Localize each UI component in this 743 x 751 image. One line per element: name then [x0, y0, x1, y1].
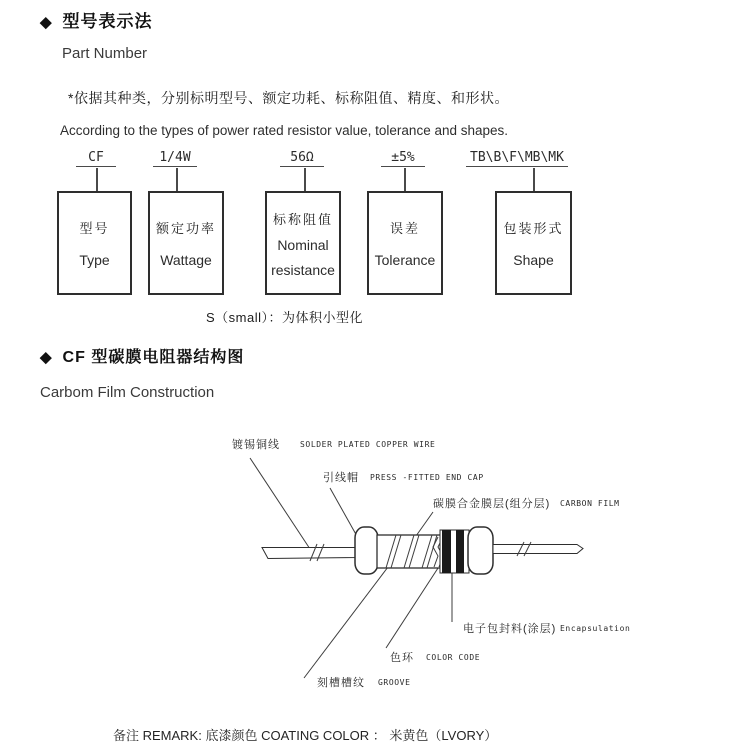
connector-line	[533, 168, 535, 191]
diamond-bullet-icon: ◆	[40, 14, 53, 31]
leader-groove	[304, 567, 388, 678]
callout-end-cap-cn: 引线帽	[323, 472, 359, 484]
field-label-en: Tolerance	[374, 252, 436, 268]
code-label-tolerance: ±5%	[381, 150, 425, 167]
connector-line	[404, 168, 406, 191]
connector-line	[96, 168, 98, 191]
field-box-tolerance	[367, 191, 443, 295]
diamond-bullet-icon: ◆	[40, 349, 53, 366]
callout-encapsulation-en: Encapsulation	[560, 624, 631, 633]
color-band	[442, 530, 451, 573]
field-label-en: resistance	[271, 261, 335, 278]
callout-encapsulation-cn: 电子包封料(涂层)	[463, 623, 557, 635]
callout-end-cap-en: PRESS -FITTED END CAP	[370, 473, 484, 482]
section2-subheading: Carbom Film Construction	[40, 384, 215, 401]
field-box-type	[57, 191, 132, 295]
field-label-en: Shape	[513, 252, 554, 268]
section2-heading	[40, 344, 244, 367]
field-box-wattage	[148, 191, 224, 295]
small-size-footnote: S（small）：为体积小型化	[206, 310, 364, 325]
leader-color-code	[386, 565, 440, 648]
callout-copper-wire-en: SOLDER PLATED COPPER WIRE	[300, 440, 436, 449]
right-end-cap	[468, 527, 493, 574]
field-box-resistance	[265, 191, 341, 295]
section1-heading	[40, 7, 153, 32]
section1-subheading: Part Number	[62, 45, 148, 62]
right-lead-wire	[493, 545, 583, 554]
connector-line	[304, 168, 306, 191]
code-label-type: CF	[76, 150, 116, 167]
connector-line	[176, 168, 178, 191]
callout-copper-wire-cn: 镀锡铜线	[232, 439, 280, 451]
code-label-shape: TB\B\F\MB\MK	[466, 150, 568, 167]
left-lead-wire	[262, 548, 357, 559]
code-label-resistance: 56Ω	[280, 150, 324, 167]
note-en: According to the types of power rated resistor value, tolerance and shapes.	[60, 123, 509, 138]
field-label-en: Wattage	[160, 252, 212, 268]
remark-line: 备注 REMARK: 底漆颜色 COATING COLOR ： 米黄色（LVORY）	[113, 728, 498, 743]
leader-carbon-film	[416, 512, 433, 536]
color-band	[456, 530, 464, 573]
resistor-drawing	[262, 527, 583, 574]
field-label-cn: 额定功率	[155, 221, 216, 236]
callout-color-code-cn: 色环	[390, 652, 414, 664]
section1-heading-text: 型号表示法	[62, 12, 153, 31]
field-label-en: Type	[79, 252, 110, 268]
field-label-cn: 标称阻值	[272, 211, 333, 227]
left-end-cap	[355, 527, 378, 574]
leader-copper-wire	[250, 458, 312, 552]
callout-carbon-film-cn: 碳膜合金膜层(组分层)	[433, 498, 551, 510]
callout-groove-cn: 刻槽槽纹	[317, 677, 365, 689]
field-label-cn: 包装形式	[503, 221, 564, 236]
field-label-cn: 误差	[389, 221, 420, 236]
section2-heading-text: CF 型碳膜电阻器结构图	[62, 349, 245, 366]
field-label-cn: 型号	[79, 221, 110, 236]
note-cn: *依据其种类，分别标明型号、额定功耗、标称阻值、精度、和形状。	[68, 90, 509, 106]
code-label-wattage: 1/4W	[153, 150, 197, 167]
callout-color-code-en: COLOR CODE	[426, 653, 481, 662]
field-box-shape	[495, 191, 572, 295]
leader-end-cap	[330, 488, 358, 538]
resistor-construction-diagram	[230, 430, 710, 705]
field-label-en: Nominal	[277, 236, 329, 253]
callout-groove-en: GROOVE	[378, 678, 411, 687]
callout-carbon-film-en: CARBON FILM	[560, 499, 620, 508]
